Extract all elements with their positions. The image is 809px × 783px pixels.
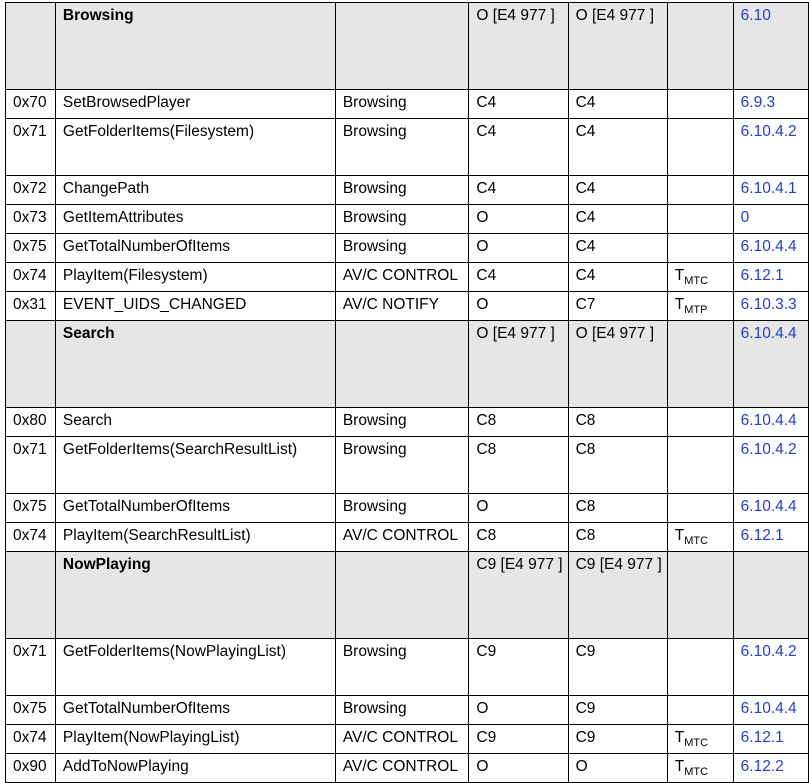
pdu-id: 0x71 [6, 437, 56, 494]
tg-requirement: C4 [568, 90, 667, 119]
timer-name: T [674, 758, 685, 775]
pdu-type: AV/C CONTROL [335, 754, 469, 783]
pdu-type-cell [335, 3, 469, 90]
table-row [6, 523, 809, 552]
section-reference-link[interactable] [733, 552, 808, 639]
tg-requirement: O [E4 977 ] [568, 3, 667, 90]
tg-requirement: O [E4 977 ] [568, 321, 667, 408]
ct-requirement: C8 [469, 523, 568, 552]
ct-requirement: C9 [E4 977 ] [469, 552, 568, 639]
ct-requirement: C8 [469, 437, 568, 494]
section-reference-link[interactable]: 6.10.4.1 [733, 176, 808, 205]
timer-subscript: MTC [684, 535, 709, 547]
pdu-id: 0x90 [6, 754, 56, 783]
timer-cell [667, 234, 733, 263]
timer-subscript: MTC [684, 275, 709, 287]
table-row [6, 408, 809, 437]
pdu-name: PlayItem(NowPlayingList) [55, 725, 335, 754]
tg-requirement: C9 [568, 639, 667, 696]
tg-requirement: C4 [568, 119, 667, 176]
timer-name: T [674, 267, 685, 284]
section-reference-link[interactable]: 6.9.3 [733, 90, 808, 119]
section-reference-link[interactable]: 6.10.4.2 [733, 639, 808, 696]
group-title: Browsing [55, 3, 335, 90]
table-body [6, 3, 809, 783]
table-row [6, 725, 809, 754]
pdu-type: Browsing [335, 176, 469, 205]
pdu-name: GetFolderItems(NowPlayingList) [55, 639, 335, 696]
timer-cell [667, 408, 733, 437]
ct-requirement: C4 [469, 263, 568, 292]
pdu-id: 0x80 [6, 408, 56, 437]
ct-requirement: O [E4 977 ] [469, 321, 568, 408]
pdu-name: ChangePath [55, 176, 335, 205]
pdu-type-cell [335, 321, 469, 408]
pdu-id: 0x71 [6, 119, 56, 176]
table-row [6, 437, 809, 494]
section-reference-link[interactable]: 6.10.4.2 [733, 119, 808, 176]
tg-requirement: C8 [568, 437, 667, 494]
pdu-id: 0x73 [6, 205, 56, 234]
timer-cell [667, 494, 733, 523]
ct-requirement: C9 [469, 639, 568, 696]
pdu-type: Browsing [335, 205, 469, 234]
pdu-type: AV/C CONTROL [335, 725, 469, 754]
tg-requirement: C4 [568, 234, 667, 263]
table-row [6, 494, 809, 523]
ct-requirement: O [469, 205, 568, 234]
table-row [6, 263, 809, 292]
tg-requirement: C9 [568, 696, 667, 725]
pdu-name: GetTotalNumberOfItems [55, 494, 335, 523]
pdu-id-cell [6, 3, 56, 90]
tg-requirement: C4 [568, 263, 667, 292]
table-row [6, 90, 809, 119]
section-reference-link[interactable]: 6.10.4.4 [733, 408, 808, 437]
pdu-type-cell [335, 552, 469, 639]
pdu-id: 0x71 [6, 639, 56, 696]
tg-requirement: C9 [E4 977 ] [568, 552, 667, 639]
timer-name: T [674, 527, 685, 544]
pdu-id: 0x74 [6, 523, 56, 552]
section-reference-link[interactable]: 6.10.3.3 [733, 292, 808, 321]
timer-cell [667, 437, 733, 494]
timer-cell [667, 263, 733, 292]
tg-requirement: C9 [568, 725, 667, 754]
table-row [6, 754, 809, 783]
group-header-row [6, 552, 809, 639]
table-row [6, 205, 809, 234]
timer-subscript: MTC [684, 737, 709, 749]
pdu-name: PlayItem(Filesystem) [55, 263, 335, 292]
tg-requirement: C4 [568, 176, 667, 205]
timer-subscript: MTC [684, 766, 709, 778]
pdu-name: Search [55, 408, 335, 437]
table-row [6, 292, 809, 321]
section-reference-link[interactable]: 6.10.4.2 [733, 437, 808, 494]
pdu-name: GetTotalNumberOfItems [55, 234, 335, 263]
pdu-name: GetTotalNumberOfItems [55, 696, 335, 725]
pdu-name: GetItemAttributes [55, 205, 335, 234]
ct-requirement: C8 [469, 408, 568, 437]
ct-requirement: O [469, 754, 568, 783]
group-header-row [6, 321, 809, 408]
pdu-id: 0x74 [6, 725, 56, 754]
pdu-type: Browsing [335, 234, 469, 263]
pdu-id: 0x31 [6, 292, 56, 321]
tg-requirement: C7 [568, 292, 667, 321]
pdu-name: AddToNowPlaying [55, 754, 335, 783]
pdu-type: Browsing [335, 119, 469, 176]
pdu-type: AV/C CONTROL [335, 263, 469, 292]
section-reference-link[interactable]: 6.10.4.4 [733, 494, 808, 523]
ct-requirement: O [469, 696, 568, 725]
pdu-type: AV/C CONTROL [335, 523, 469, 552]
tg-requirement: O [568, 754, 667, 783]
section-reference-link[interactable]: 6.12.1 [733, 523, 808, 552]
pdu-name: GetFolderItems(SearchResultList) [55, 437, 335, 494]
pdu-type: Browsing [335, 494, 469, 523]
pdu-id-cell [6, 321, 56, 408]
section-reference-link[interactable]: 6.12.1 [733, 725, 808, 754]
pdu-id: 0x74 [6, 263, 56, 292]
timer-subscript: MTP [684, 304, 708, 316]
ct-requirement: O [469, 234, 568, 263]
ct-requirement: C9 [469, 725, 568, 754]
pdu-type: Browsing [335, 639, 469, 696]
pdu-name: GetFolderItems(Filesystem) [55, 119, 335, 176]
pdu-name: EVENT_UIDS_CHANGED [55, 292, 335, 321]
timer-cell [667, 321, 733, 408]
section-reference-link[interactable]: 6.10.4.4 [733, 234, 808, 263]
timer-cell [667, 552, 733, 639]
tg-requirement: C8 [568, 494, 667, 523]
pdu-type: AV/C NOTIFY [335, 292, 469, 321]
timer-cell [667, 754, 733, 783]
pdu-id: 0x72 [6, 176, 56, 205]
tg-requirement: C4 [568, 205, 667, 234]
ct-requirement: O [E4 977 ] [469, 3, 568, 90]
group-title: Search [55, 321, 335, 408]
group-header-row [6, 3, 809, 90]
timer-cell [667, 3, 733, 90]
timer-cell [667, 205, 733, 234]
section-reference-link[interactable]: 0 [733, 205, 808, 234]
ct-requirement: C4 [469, 90, 568, 119]
pdu-id: 0x75 [6, 494, 56, 523]
pdu-id-cell [6, 552, 56, 639]
table-row [6, 119, 809, 176]
timer-name: T [674, 729, 685, 746]
table-row [6, 234, 809, 263]
section-reference-link[interactable]: 6.12.2 [733, 754, 808, 783]
timer-cell [667, 292, 733, 321]
ct-requirement: O [469, 292, 568, 321]
ct-requirement: C4 [469, 119, 568, 176]
timer-cell [667, 90, 733, 119]
pdu-type: Browsing [335, 90, 469, 119]
section-reference-link[interactable]: 6.10.4.4 [733, 321, 808, 408]
pdu-id: 0x75 [6, 696, 56, 725]
group-title: NowPlaying [55, 552, 335, 639]
table-row [6, 639, 809, 696]
pdu-requirements-table [5, 2, 809, 783]
ct-requirement: C4 [469, 176, 568, 205]
pdu-type: Browsing [335, 408, 469, 437]
section-reference-link[interactable]: 6.10 [733, 3, 808, 90]
pdu-name: PlayItem(SearchResultList) [55, 523, 335, 552]
table-row [6, 696, 809, 725]
timer-cell [667, 696, 733, 725]
tg-requirement: C8 [568, 523, 667, 552]
section-reference-link[interactable]: 6.10.4.4 [733, 696, 808, 725]
pdu-name: SetBrowsedPlayer [55, 90, 335, 119]
table-row [6, 176, 809, 205]
tg-requirement: C8 [568, 408, 667, 437]
pdu-type: Browsing [335, 437, 469, 494]
pdu-id: 0x70 [6, 90, 56, 119]
timer-cell [667, 725, 733, 754]
ct-requirement: O [469, 494, 568, 523]
pdu-type: Browsing [335, 696, 469, 725]
timer-cell [667, 523, 733, 552]
pdu-id: 0x75 [6, 234, 56, 263]
section-reference-link[interactable]: 6.12.1 [733, 263, 808, 292]
timer-name: T [674, 296, 685, 313]
timer-cell [667, 119, 733, 176]
timer-cell [667, 176, 733, 205]
timer-cell [667, 639, 733, 696]
